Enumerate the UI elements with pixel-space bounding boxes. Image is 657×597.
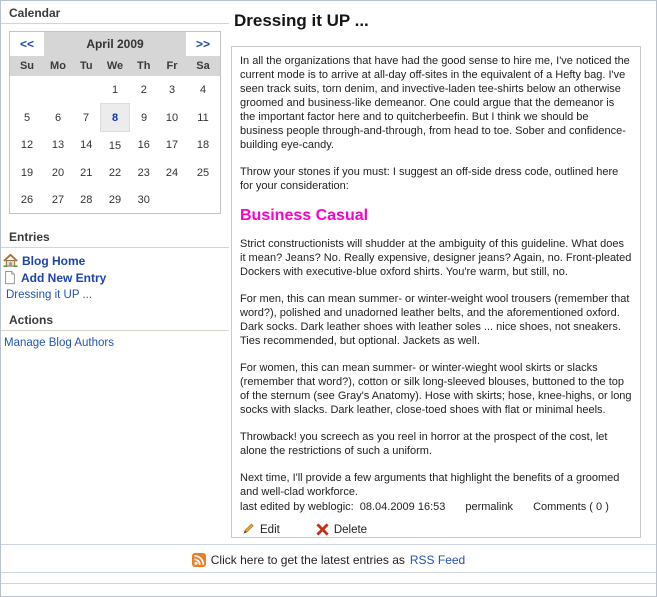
calendar-section-title: Calendar	[1, 4, 229, 24]
calendar-date-cell[interactable]: 11	[197, 111, 209, 124]
calendar-widget	[9, 31, 221, 214]
calendar-date-cell	[72, 76, 101, 104]
calendar-week-row	[10, 132, 221, 160]
calendar-day-header: We	[101, 56, 130, 76]
calendar-date-cell[interactable]: 18	[196, 139, 210, 152]
sidebar	[1, 1, 229, 349]
calendar-date-cell[interactable]: 27	[51, 193, 65, 206]
actions-section-title: Actions	[1, 311, 229, 331]
calendar-day-header: Th	[130, 56, 159, 76]
add-new-entry-label: Add New Entry	[21, 270, 107, 285]
last-edited-label: last edited by weblogic:	[240, 501, 354, 513]
calendar-date-cell[interactable]: 1	[111, 83, 119, 96]
rss-footer-row	[1, 549, 656, 571]
post-title: Dressing it UP ...	[234, 11, 369, 30]
calendar-date-cell[interactable]: 19	[20, 166, 34, 179]
new-page-icon	[3, 270, 17, 285]
calendar-date-cell[interactable]: 29	[108, 193, 122, 206]
permalink-link[interactable]: permalink	[465, 501, 514, 513]
calendar-date-cell[interactable]: 13	[51, 139, 65, 152]
last-edited-timestamp: 08.04.2009 16:53	[359, 501, 446, 513]
calendar-date-cell[interactable]: 23	[137, 166, 150, 179]
entries-links	[1, 248, 229, 301]
calendar-date-cell-selected[interactable]: 8	[101, 104, 130, 132]
delete-button-label: Delete	[333, 523, 368, 536]
calendar-date-cell[interactable]: 2	[140, 83, 147, 96]
calendar-date-cell[interactable]: 4	[199, 83, 207, 96]
calendar-date-cell[interactable]: 26	[20, 193, 34, 206]
entry-link-dressing-it-up[interactable]: Dressing it UP ...	[6, 289, 93, 301]
calendar-week-row	[10, 104, 221, 132]
footer-divider-top	[1, 544, 656, 545]
blog-home-label: Blog Home	[22, 253, 86, 268]
calendar-date-cell	[186, 186, 221, 214]
rss-feed-icon	[192, 553, 206, 567]
calendar-month-label: April 2009	[44, 32, 186, 57]
post-paragraph: For women, this can mean summer- or winter-wieght wool skirts or slacks (remember that word?), cotton or silk long-sleeved blouses, buttoned to the top of the sternum (see Gray's Anatomy). Hose with skirts; hose, knee-highs, or long socks with slacks. Dark leather, close-toed shoes with flat or minimal heels.	[240, 362, 632, 416]
post-actions-row	[240, 522, 632, 537]
delete-button[interactable]	[316, 523, 367, 537]
house-icon	[3, 253, 18, 268]
entries-section-title: Entries	[1, 228, 229, 248]
calendar-week-row	[10, 159, 221, 186]
post-paragraph: Throw your stones if you must: I suggest an off-side dress code, outlined here for your consideration:	[240, 166, 619, 192]
calendar-date-cell[interactable]: 20	[51, 166, 65, 179]
post-body-box	[231, 46, 641, 538]
calendar-date-cell[interactable]: 9	[140, 111, 148, 124]
calendar-date-cell[interactable]: 22	[108, 166, 122, 179]
calendar-day-header: Su	[10, 56, 45, 76]
calendar-date-cell	[10, 76, 45, 104]
manage-blog-authors-link[interactable]: Manage Blog Authors	[4, 337, 114, 349]
calendar-day-header: Mo	[44, 56, 72, 76]
calendar-day-header: Tu	[72, 56, 101, 76]
post-paragraph: In all the organizations that have had the good sense to hire me, I've noticed the current mode is to arrive at all-day off-sites in the equivalent of a Hefty bag. I've seen track suits, torn denim, and invective-laden tee-shirts below an otherwise groomed and business-like demeanor. One could argue that the demeanor is the important factor here and to quitcherbeefin. But I think we should be business people through-and-through, from head to toe. Sober and confidence-building eye-candy.	[240, 55, 630, 151]
calendar-date-cell[interactable]: 5	[23, 111, 31, 124]
rss-feed-link[interactable]: RSS Feed	[409, 553, 466, 567]
post-paragraph: Strict constructionists will shudder at the ambiguity of this guideline. What does it mean? Jeans? No. Really expensive, designer jeans? Again, no. Front-pleated Dockers with executive-blue oxford shirts. You're warm, but still, no.	[240, 238, 632, 278]
calendar-date-cell[interactable]: 17	[165, 139, 179, 152]
calendar-day-header: Fr	[158, 56, 186, 76]
post-paragraph: For men, this can mean summer- or winter-weight wool trousers (remember that word?), polished and unadorned leather belts, and the aforementioned oxford. Dark socks. Dark leather shoes with leather soles ... nice shoes, not sneakers. Ties recommended, but optional. Jackets as well.	[240, 293, 630, 347]
calendar-date-cell[interactable]: 16	[137, 139, 150, 152]
edit-button[interactable]	[240, 522, 280, 537]
calendar-date-cell[interactable]: 25	[196, 166, 210, 179]
calendar-week-row	[10, 76, 221, 104]
footer-divider-bottom	[1, 583, 656, 584]
calendar-date-cell[interactable]: 21	[80, 166, 93, 179]
calendar-date-cell	[44, 76, 72, 104]
calendar-date-cell[interactable]: 6	[54, 111, 62, 124]
blog-home-link[interactable]	[3, 252, 229, 269]
add-new-entry-link[interactable]	[3, 269, 229, 286]
calendar-next-month-button[interactable]: >>	[186, 32, 221, 57]
edit-button-label: Edit	[260, 523, 280, 536]
post-meta-row	[240, 500, 632, 514]
calendar-day-header-row	[10, 56, 221, 76]
pencil-icon	[240, 522, 255, 537]
post-paragraph: Next time, I'll provide a few arguments that highlight the benefits of a groomed and well-clad workforce.	[240, 472, 620, 498]
calendar-date-cell[interactable]: 24	[165, 166, 179, 179]
calendar-date-cell[interactable]: 28	[80, 193, 93, 206]
calendar-date-cell[interactable]: 15	[108, 139, 122, 152]
footer-divider-middle	[1, 572, 656, 573]
calendar-day-header: Sa	[186, 56, 221, 76]
red-x-icon	[316, 523, 329, 536]
comments-link[interactable]: Comments ( 0 )	[533, 501, 609, 513]
calendar-date-cell[interactable]: 30	[137, 193, 150, 206]
calendar-date-cell	[158, 186, 186, 214]
calendar-date-cell[interactable]: 3	[168, 83, 176, 96]
calendar-date-cell[interactable]: 7	[82, 111, 90, 124]
calendar-date-cell[interactable]: 12	[20, 139, 34, 152]
calendar-date-cell[interactable]: 10	[165, 111, 179, 124]
post-paragraph: Throwback! you screech as you reel in horror at the prospect of the cost, let alone the restrictions of such a uniform.	[240, 431, 608, 457]
calendar-date-cell[interactable]: 14	[80, 139, 93, 152]
calendar-week-row	[10, 186, 221, 214]
post-subheading: Business Casual	[240, 207, 369, 224]
calendar-prev-month-button[interactable]: <<	[10, 32, 45, 57]
rss-footer-text: Click here to get the latest entries as	[210, 553, 405, 567]
